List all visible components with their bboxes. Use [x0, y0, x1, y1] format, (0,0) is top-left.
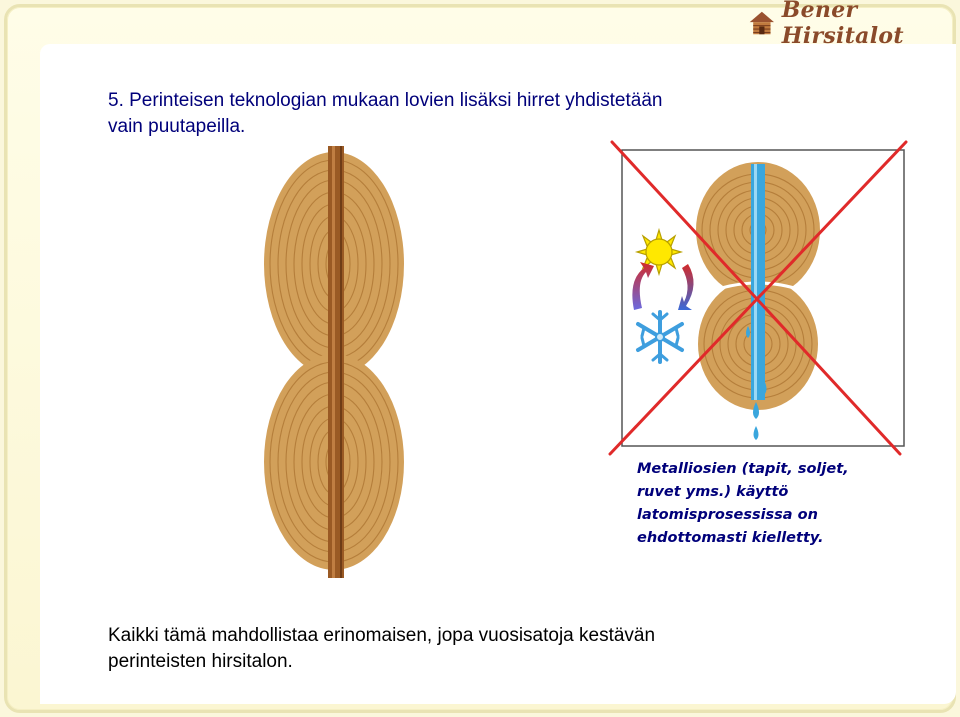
- heading-line-1: 5. Perinteisen teknologian mukaan lovien lisäksi hirret yhdistetään: [108, 90, 663, 111]
- heading-line-2: vain puutapeilla.: [108, 116, 246, 137]
- caption-line-3: latomisprosessissa on: [637, 507, 818, 523]
- sun-icon: [637, 230, 681, 274]
- caption-line-4: ehdottomasti kielletty.: [637, 530, 824, 546]
- summary-line-1: Kaikki tämä mahdollistaa erinomaisen, jopa vuosisatoja kestävän: [108, 625, 656, 646]
- brand-logo: [748, 0, 960, 49]
- summary-text: [108, 623, 868, 675]
- caption-line-2: ruvet yms.) käyttö: [637, 484, 789, 500]
- warning-caption: [637, 458, 937, 550]
- forbidden-metal-parts-illustration: [604, 140, 910, 456]
- caption-line-1: Metalliosien (tapit, soljet,: [637, 461, 849, 477]
- slide-heading: [108, 88, 748, 140]
- metal-rod: [751, 164, 765, 400]
- brand-name: Bener Hirsitalot: [781, 0, 904, 49]
- log-house-icon: [748, 8, 776, 38]
- logs-with-wooden-dowel-illustration: [262, 146, 412, 578]
- summary-line-2: perinteisten hirsitalon.: [108, 651, 293, 672]
